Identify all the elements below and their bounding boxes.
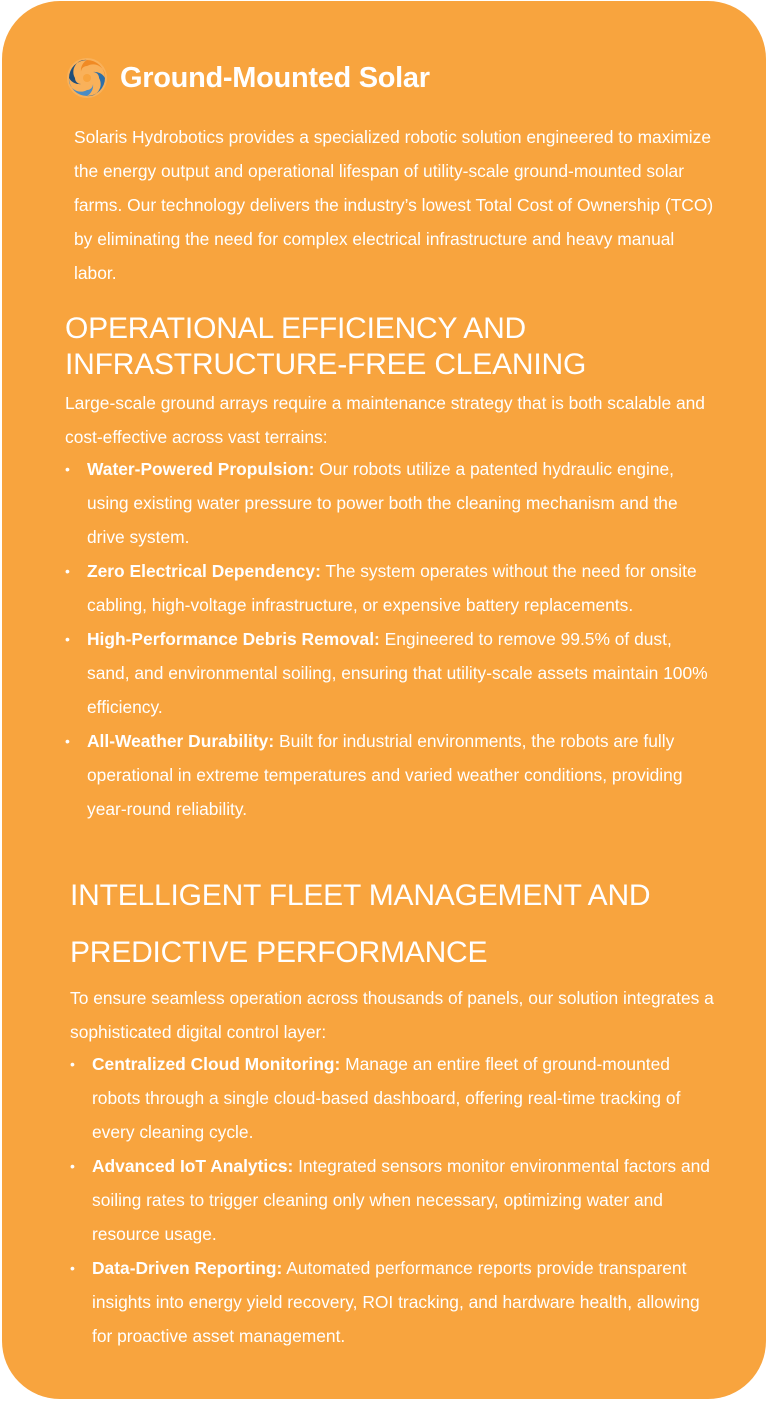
bullet-list-fleet: [70, 1047, 720, 1353]
list-item: [70, 1047, 720, 1149]
section-heading-operational: [65, 311, 745, 383]
list-item-label: Zero Electrical Dependency:: [87, 561, 321, 581]
bullet-icon: •: [70, 1056, 75, 1072]
section-heading-line: INFRASTRUCTURE-FREE CLEANING: [65, 348, 587, 381]
list-item: [65, 724, 715, 826]
bullet-icon: •: [65, 733, 70, 749]
list-item: [65, 554, 715, 622]
section-lead-fleet: To ensure seamless operation across thousands of panels, our solution integrates a sophisticated digital control layer:: [70, 988, 714, 1042]
list-item-text: The system operates without the need for onsite cabling, high-voltage infrastructure, or expensive battery replacements.: [87, 561, 697, 615]
bullet-icon: •: [65, 631, 70, 647]
page-title: Ground-Mounted Solar: [120, 61, 430, 94]
list-item-text: Built for industrial environments, the robots are fully operational in extreme temperatures and varied weather conditions, providing year-round reliability.: [87, 731, 683, 819]
list-item-label: Data-Driven Reporting:: [92, 1258, 283, 1278]
list-item-label: Advanced IoT Analytics:: [92, 1156, 294, 1176]
bullet-icon: •: [70, 1260, 75, 1276]
bullet-icon: •: [65, 563, 70, 579]
bullet-icon: •: [65, 461, 70, 477]
list-item-text: Engineered to remove 99.5% of dust, sand, and environmental soiling, ensuring that utility-scale assets maintain 100% efficiency.: [87, 629, 708, 717]
list-item-text: Automated performance reports provide transparent insights into energy yield recovery, ROI tracking, and hardware health, allowing for proactive asset management.: [92, 1258, 700, 1346]
section-lead-operational: Large-scale ground arrays require a maintenance strategy that is both scalable and cost-effective across vast terrains:: [65, 393, 705, 447]
bullet-icon: •: [70, 1158, 75, 1174]
list-item: [65, 622, 715, 724]
list-item: [70, 1149, 720, 1251]
list-item-text: Our robots utilize a patented hydraulic engine, using existing water pressure to power both the cleaning mechanism and the drive system.: [87, 459, 678, 547]
intro-paragraph: Solaris Hydrobotics provides a specialized robotic solution engineered to maximize the energy output and operational lifespan of utility-scale ground-mounted solar farms. Our technology delivers the industry’s lowest Total Cost of Ownership (TCO) by eliminating the need for complex electrical infrastructure and heavy manual labor.: [74, 127, 714, 283]
bullet-list-operational: [65, 452, 715, 826]
section-heading-line: OPERATIONAL EFFICIENCY AND: [65, 312, 527, 345]
list-item: [65, 452, 715, 554]
section-heading-fleet: [70, 867, 750, 981]
list-item-label: Centralized Cloud Monitoring:: [92, 1054, 341, 1074]
list-item-label: All-Weather Durability:: [87, 731, 275, 751]
list-item-text: Integrated sensors monitor environmental factors and soiling rates to trigger cleaning only when necessary, optimizing water and resource usage.: [92, 1156, 710, 1244]
content-card: [2, 1, 766, 1399]
header: [66, 57, 430, 99]
swirl-logo-icon: [66, 57, 108, 99]
section-heading-line: PREDICTIVE PERFORMANCE: [70, 936, 488, 969]
list-item-label: High-Performance Debris Removal:: [87, 629, 380, 649]
list-item-text: Manage an entire fleet of ground-mounted robots through a single cloud-based dashboard, offering real-time tracking of every cleaning cycle.: [92, 1054, 681, 1142]
list-item-label: Water-Powered Propulsion:: [87, 459, 315, 479]
list-item: [70, 1251, 720, 1353]
section-heading-line: INTELLIGENT FLEET MANAGEMENT AND: [70, 879, 651, 912]
